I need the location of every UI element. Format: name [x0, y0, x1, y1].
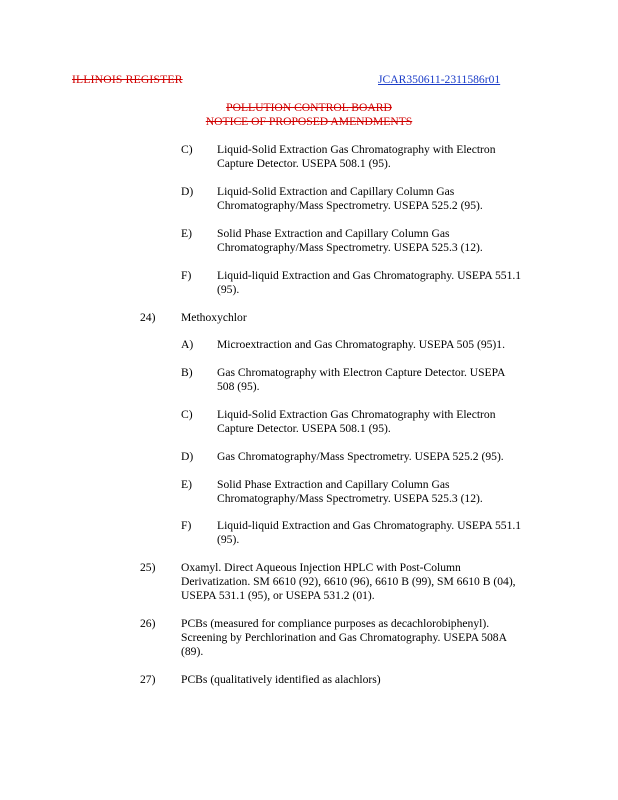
item-line: (89).: [181, 645, 204, 658]
item-line: Screening by Perchlorination and Gas Chromatography. USEPA 508A: [181, 631, 507, 644]
item-label: E): [181, 227, 192, 240]
item-line: (95).: [217, 283, 240, 296]
item-line: Chromatography/Mass Spectrometry. USEPA 525.2 (95).: [217, 199, 483, 212]
item-line: Liquid-Solid Extraction and Capillary Column Gas: [217, 185, 455, 198]
item-line: Oxamyl. Direct Aqueous Injection HPLC with Post-Column: [181, 561, 461, 574]
item-line: PCBs (qualitatively identified as alachlors): [181, 673, 381, 686]
item-line: Solid Phase Extraction and Capillary Column Gas: [217, 478, 450, 491]
register-name: ILLINOIS REGISTER: [72, 73, 183, 86]
item-line: Gas Chromatography/Mass Spectrometry. USEPA 525.2 (95).: [217, 450, 504, 463]
item-line: Liquid-liquid Extraction and Gas Chromatography. USEPA 551.1: [217, 269, 522, 282]
item-label: A): [181, 338, 194, 351]
item-line: Microextraction and Gas Chromatography. USEPA 505 (95)1.: [217, 338, 505, 351]
item-line: PCBs (measured for compliance purposes as decachlorobiphenyl).: [181, 617, 490, 630]
item-line: Liquid-Solid Extraction Gas Chromatography with Electron: [217, 408, 496, 421]
item-line: Derivatization. SM 6610 (92), 6610 (96), 6610 B (99), SM 6610 B (04),: [181, 575, 516, 588]
item-line: Capture Detector. USEPA 508.1 (95).: [217, 422, 391, 435]
item-label: C): [181, 408, 193, 421]
item-line: (95).: [217, 533, 240, 546]
item-line: Chromatography/Mass Spectrometry. USEPA 525.3 (12).: [217, 492, 483, 505]
item-label: E): [181, 478, 192, 491]
item-line: Capture Detector. USEPA 508.1 (95).: [217, 157, 391, 170]
item-label: F): [181, 269, 192, 282]
item-line: Methoxychlor: [181, 311, 247, 324]
item-label: 26): [140, 617, 156, 630]
document-id-link[interactable]: JCAR350611-2311586r01: [378, 73, 501, 86]
item-label: B): [181, 366, 193, 379]
item-label: C): [181, 143, 193, 156]
item-label: F): [181, 519, 192, 532]
item-line: Liquid-liquid Extraction and Gas Chromatography. USEPA 551.1: [217, 519, 522, 532]
item-line: 508 (95).: [217, 380, 260, 393]
item-label: 25): [140, 561, 156, 574]
item-line: Solid Phase Extraction and Capillary Column Gas: [217, 227, 450, 240]
item-line: Liquid-Solid Extraction Gas Chromatography with Electron: [217, 143, 496, 156]
item-label: D): [181, 185, 194, 198]
item-line: USEPA 531.1 (95), or USEPA 531.2 (01).: [181, 589, 375, 602]
item-label: 24): [140, 311, 156, 324]
item-label: D): [181, 450, 194, 463]
item-label: 27): [140, 673, 156, 686]
notice-title: NOTICE OF PROPOSED AMENDMENTS: [205, 115, 413, 128]
agency-title: POLLUTION CONTROL BOARD: [226, 101, 392, 114]
item-line: Chromatography/Mass Spectrometry. USEPA 525.3 (12).: [217, 241, 483, 254]
item-line: Gas Chromatography with Electron Capture Detector. USEPA: [217, 366, 506, 379]
